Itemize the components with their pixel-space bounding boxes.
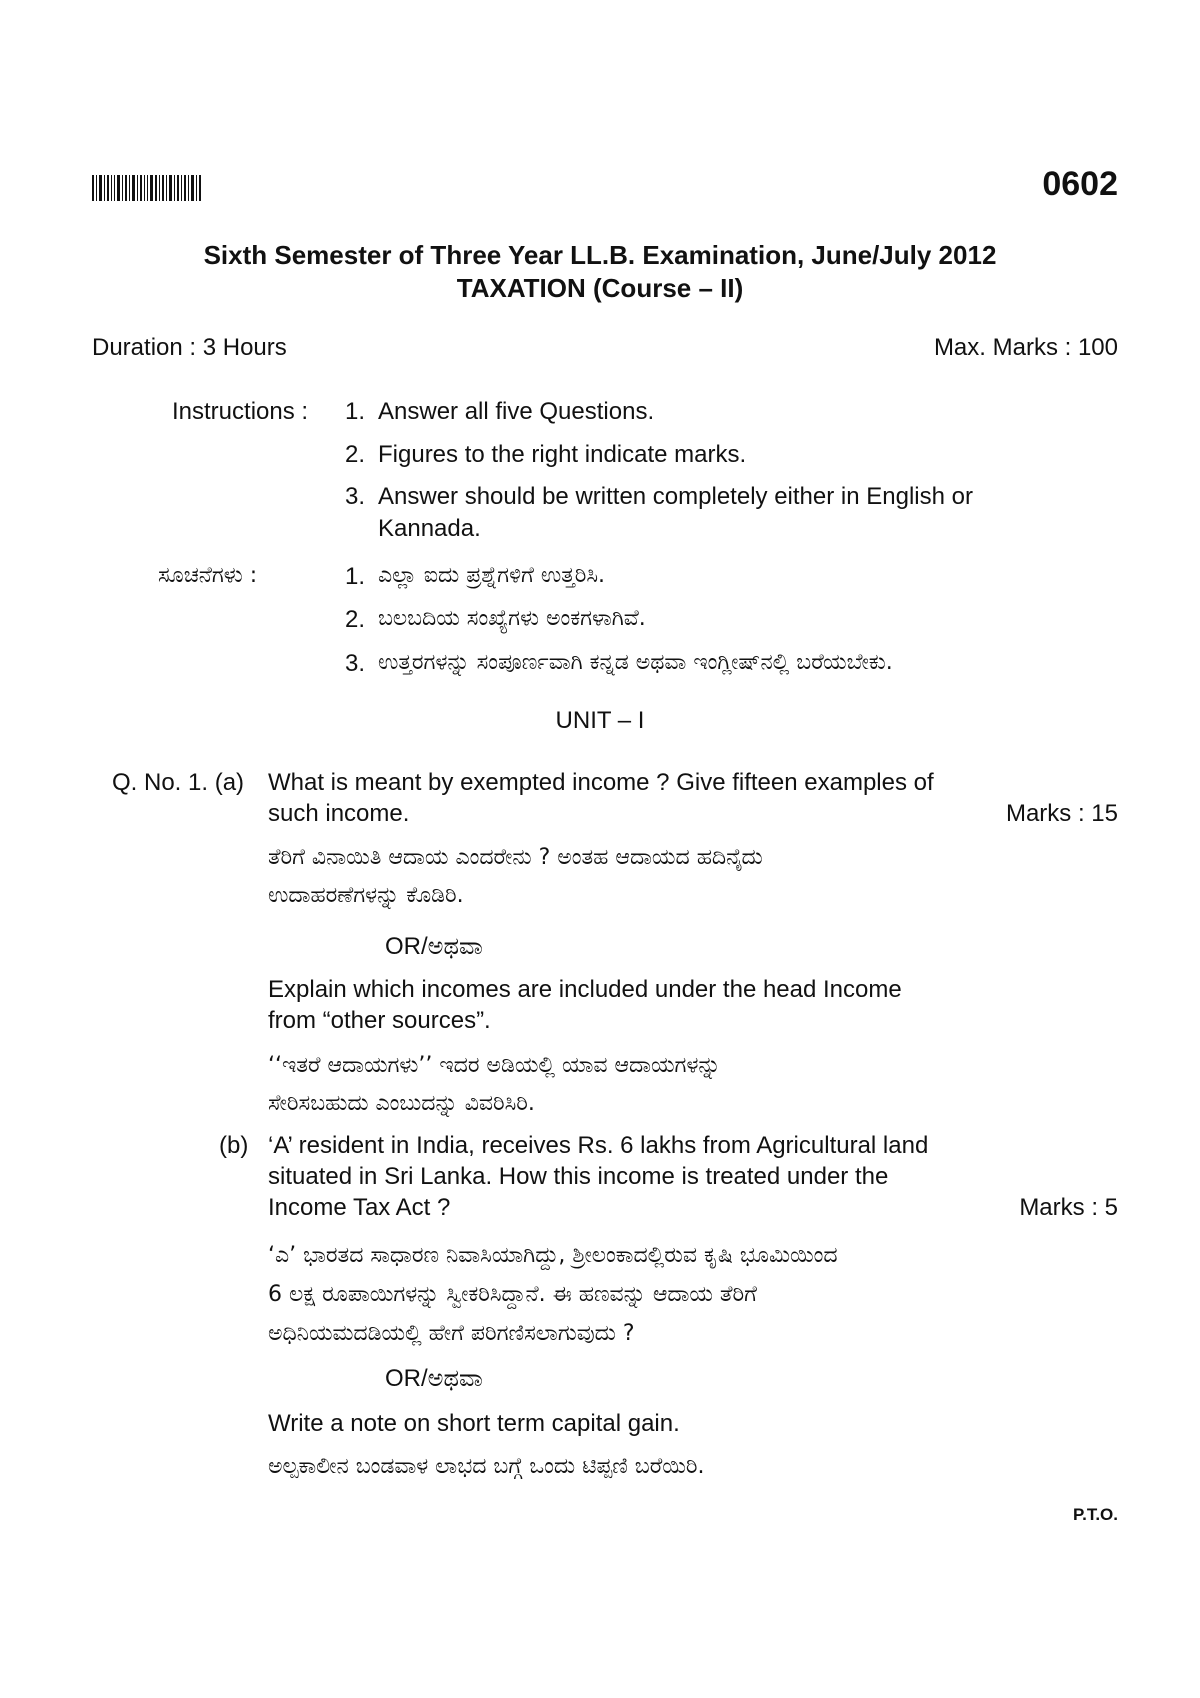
q1b-text-line3: Income Tax Act ? — [268, 1194, 451, 1221]
instruction-kn-3: ಉತ್ತರಗಳನ್ನು ಸಂಪೂರ್ಣವಾಗಿ ಕನ್ನಡ ಅಥವಾ ಇಂಗ್ಲೀಷ್‌ನಲ್ಲಿ ಬರೆಯಬೇಕು. — [378, 650, 893, 675]
q1a-text-line1: What is meant by exempted income ? Give fifteen examples of — [268, 769, 934, 796]
q1b-label: (b) — [219, 1132, 249, 1159]
instruction-num-3: 3. — [345, 483, 366, 510]
instruction-kn-num-2: 2. — [345, 606, 366, 633]
unit-heading: UNIT – I — [555, 707, 645, 734]
instructions-label: Instructions : — [172, 398, 309, 425]
subject-title: TAXATION (Course – II) — [456, 273, 744, 303]
paper-code: 0602 — [1042, 165, 1118, 203]
q1b-alt-kn: ಅಲ್ಪಕಾಲೀನ ಬಂಡವಾಳ ಲಾಭದ ಬಗ್ಗೆ ಒಂದು ಟಿಪ್ಪಣಿ ಬರೆಯಿರಿ. — [268, 1454, 705, 1479]
instruction-kn-2: ಬಲಬದಿಯ ಸಂಖ್ಯೆಗಳು ಅಂಕಗಳಾಗಿವೆ. — [378, 606, 646, 631]
q1b-text-line1: ‘A’ resident in India, receives Rs. 6 lakhs from Agricultural land — [268, 1132, 929, 1159]
q1b-kn-line3: ಅಧಿನಿಯಮದಡಿಯಲ್ಲಿ ಹೇಗೆ ಪರಿಗಣಿಸಲಾಗುವುದು ? — [268, 1321, 635, 1346]
question-number: Q. No. 1. (a) — [112, 769, 245, 796]
max-marks: Max. Marks : 100 — [933, 334, 1118, 361]
q1a-text-line2: such income. — [268, 800, 410, 827]
instruction-kn-num-1: 1. — [345, 563, 366, 590]
q1b-text-line2: situated in Sri Lanka. How this income is treated under the — [268, 1163, 889, 1190]
instruction-3-cont: Kannada. — [378, 515, 481, 542]
q1a-alt-kn-line2: ಸೇರಿಸಬಹುದು ಎಂಬುದನ್ನು ವಿವರಿಸಿರಿ. — [268, 1091, 535, 1116]
q1b-alt-text: Write a note on short term capital gain. — [268, 1410, 680, 1437]
instruction-3: Answer should be written completely either in English or — [378, 483, 973, 510]
q1b-kn-line2: 6 ಲಕ್ಷ ರೂಪಾಯಿಗಳನ್ನು ಸ್ವೀಕರಿಸಿದ್ದಾನೆ. ಈ ಹಣವನ್ನು ಆದಾಯ ತೆರಿಗೆ — [268, 1282, 757, 1307]
instruction-kn-num-3: 3. — [345, 650, 366, 677]
q1b-kn-line1: ‘ಎ’ ಭಾರತದ ಸಾಧಾರಣ ನಿವಾಸಿಯಾಗಿದ್ದು, ಶ್ರೀಲಂಕಾದಲ್ಲಿರುವ ಕೃಷಿ ಭೂಮಿಯಿಂದ — [268, 1243, 838, 1268]
instructions-kn-label: ಸೂಚನೆಗಳು : — [158, 563, 258, 588]
barcode — [92, 175, 227, 201]
page-turn-over: P.T.O. — [1072, 1505, 1118, 1524]
q1a-kn-line1: ತೆರಿಗೆ ವಿನಾಯಿತಿ ಆದಾಯ ಎಂದರೇನು ? ಅಂತಹ ಆದಾಯದ ಹದಿನೈದು — [268, 845, 763, 870]
q1a-alt-line1: Explain which incomes are included under the head Income — [268, 976, 902, 1003]
instruction-2: Figures to the right indicate marks. — [378, 441, 747, 468]
instruction-kn-1: ಎಲ್ಲಾ ಐದು ಪ್ರಶ್ನೆಗಳಿಗೆ ಉತ್ತರಿಸಿ. — [378, 563, 606, 588]
instruction-num-2: 2. — [345, 441, 366, 468]
q1a-kn-line2: ಉದಾಹರಣೆಗಳನ್ನು ಕೊಡಿರಿ. — [268, 883, 464, 908]
q1b-marks: Marks : 5 — [1019, 1194, 1118, 1221]
q1a-alt-kn-line1: ‘‘ಇತರೆ ಆದಾಯಗಳು’’ ಇದರ ಅಡಿಯಲ್ಲಿ ಯಾವ ಆದಾಯಗಳನ್ನು — [268, 1053, 721, 1078]
or-separator-2: OR/ಅಥವಾ — [385, 1365, 483, 1392]
q1a-marks: Marks : 15 — [1005, 800, 1118, 827]
duration: Duration : 3 Hours — [92, 334, 287, 361]
instruction-1: Answer all five Questions. — [378, 398, 655, 425]
q1a-alt-line2: from “other sources”. — [268, 1007, 491, 1034]
exam-title: Sixth Semester of Three Year LL.B. Examination, June/July 2012 — [203, 240, 997, 270]
instruction-num-1: 1. — [345, 398, 366, 425]
or-separator-1: OR/ಅಥವಾ — [385, 933, 483, 960]
